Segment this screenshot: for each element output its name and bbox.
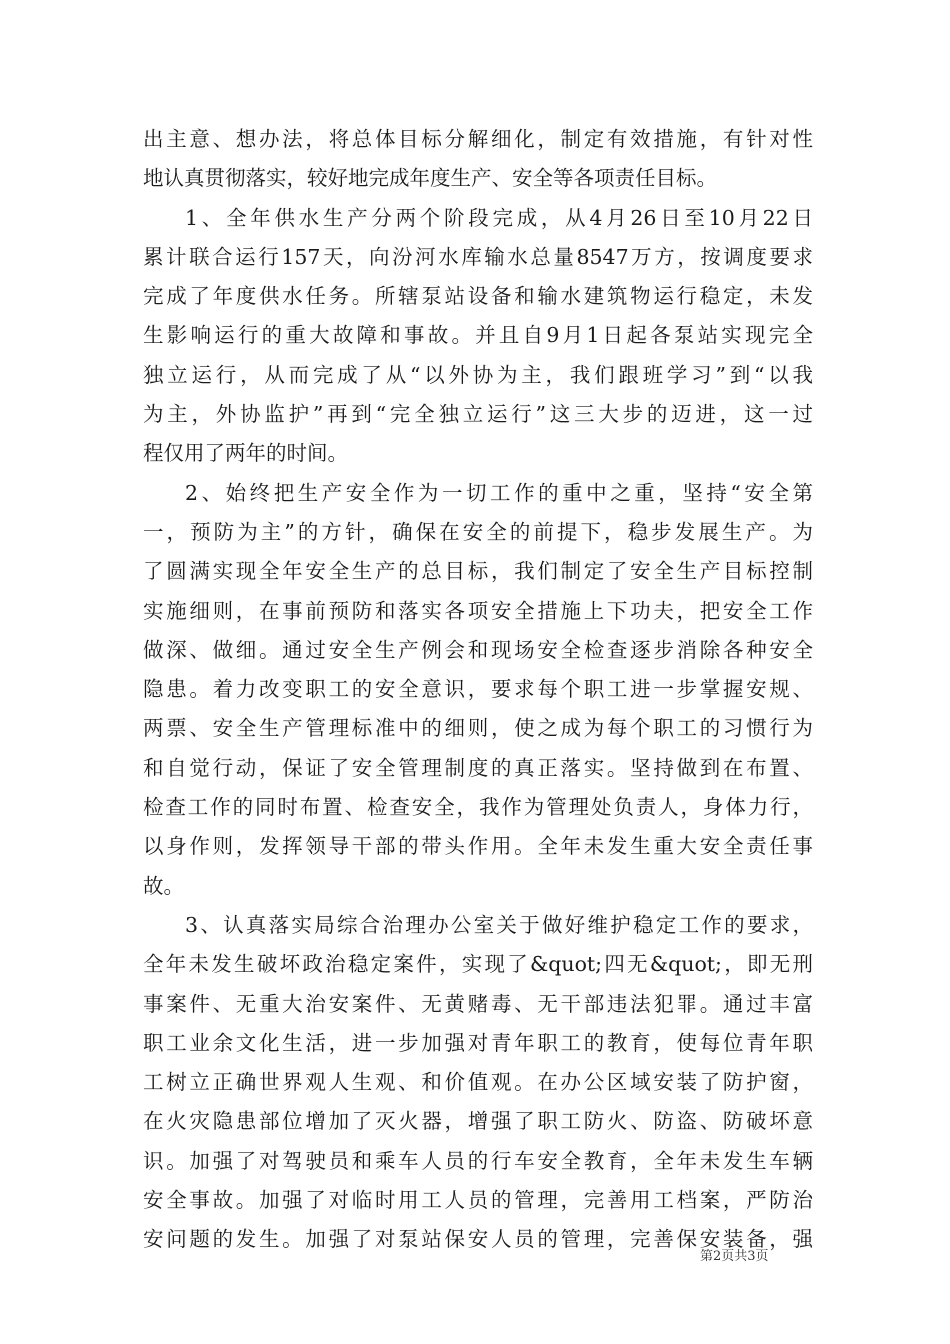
text-line: 一，预防为主”的方针，确保在安全的前提下，稳步发展生产。为: [143, 519, 813, 544]
text-line: 职工业余文化生活，进一步加强对青年职工的教育，使每位青年职: [143, 1030, 813, 1055]
text-line: 隐患。着力改变职工的安全意识，要求每个职工进一步掌握安规、: [143, 677, 813, 702]
text-line: 事案件、无重大治安案件、无黄赌毒、无干部违法犯罪。通过丰富: [143, 991, 813, 1016]
text-line: 地认真贯彻落实，较好地完成年度生产、安全等各项责任目标。: [143, 166, 717, 191]
text-line: 工树立正确世界观人生观、和价值观。在办公区域安装了防护窗，: [143, 1070, 813, 1095]
text-line: 累计联合运行157天，向汾河水库输水总量8547万方，按调度要求: [143, 244, 813, 269]
text-line: 独立运行，从而完成了从“以外协为主，我们跟班学习”到“以我: [143, 362, 813, 387]
text-line: 两票、安全生产管理标准中的细则，使之成为每个职工的习惯行为: [143, 716, 813, 741]
text-line: 做深、做细。通过安全生产例会和现场安全检查逐步消除各种安全: [143, 637, 813, 662]
text-line: 2、始终把生产安全作为一切工作的重中之重，坚持“安全第: [185, 480, 813, 505]
text-line: 3、认真落实局综合治理办公室关于做好维护稳定工作的要求，: [185, 912, 813, 937]
text-line: 全年未发生破坏政治稳定案件，实现了&quot;四无&quot;，即无刑: [143, 952, 813, 977]
text-line: 以身作则，发挥领导干部的带头作用。全年未发生重大安全责任事: [143, 834, 813, 859]
text-line: 为主，外协监护”再到“完全独立运行”这三大步的迈进，这一过: [143, 402, 813, 427]
body-text: [143, 120, 813, 1260]
text-line: 安问题的发生。加强了对泵站保安人员的管理，完善保安装备，强: [143, 1227, 813, 1252]
text-line: 生影响运行的重大故障和事故。并且自9月1日起各泵站实现完全: [143, 323, 813, 348]
text-line: 在火灾隐患部位增加了灭火器，增强了职工防火、防盗、防破坏意: [143, 1109, 813, 1134]
text-line: 故。: [143, 873, 184, 898]
page-number-footer: 第2页共3页: [700, 1249, 769, 1264]
text-line: 检查工作的同时布置、检查安全，我作为管理处负责人，身体力行，: [143, 795, 813, 820]
text-line: 程仅用了两年的时间。: [143, 441, 348, 466]
text-line: 实施细则，在事前预防和落实各项安全措施上下功夫，把安全工作: [143, 598, 813, 623]
text-line: 了圆满实现全年安全生产的总目标，我们制定了安全生产目标控制: [143, 559, 813, 584]
text-line: 和自觉行动，保证了安全管理制度的真正落实。坚持做到在布置、: [143, 755, 813, 780]
text-line: 出主意、想办法，将总体目标分解细化，制定有效措施，有针对性: [143, 127, 813, 151]
text-line: 完成了年度供水任务。所辖泵站设备和输水建筑物运行稳定，未发: [143, 284, 813, 309]
text-line: 1、全年供水生产分两个阶段完成，从4月26日至10月22日: [185, 205, 813, 230]
text-line: 识。加强了对驾驶员和乘车人员的行车安全教育，全年未发生车辆: [143, 1148, 813, 1173]
text-line: 安全事故。加强了对临时用工人员的管理，完善用工档案，严防治: [143, 1188, 813, 1213]
